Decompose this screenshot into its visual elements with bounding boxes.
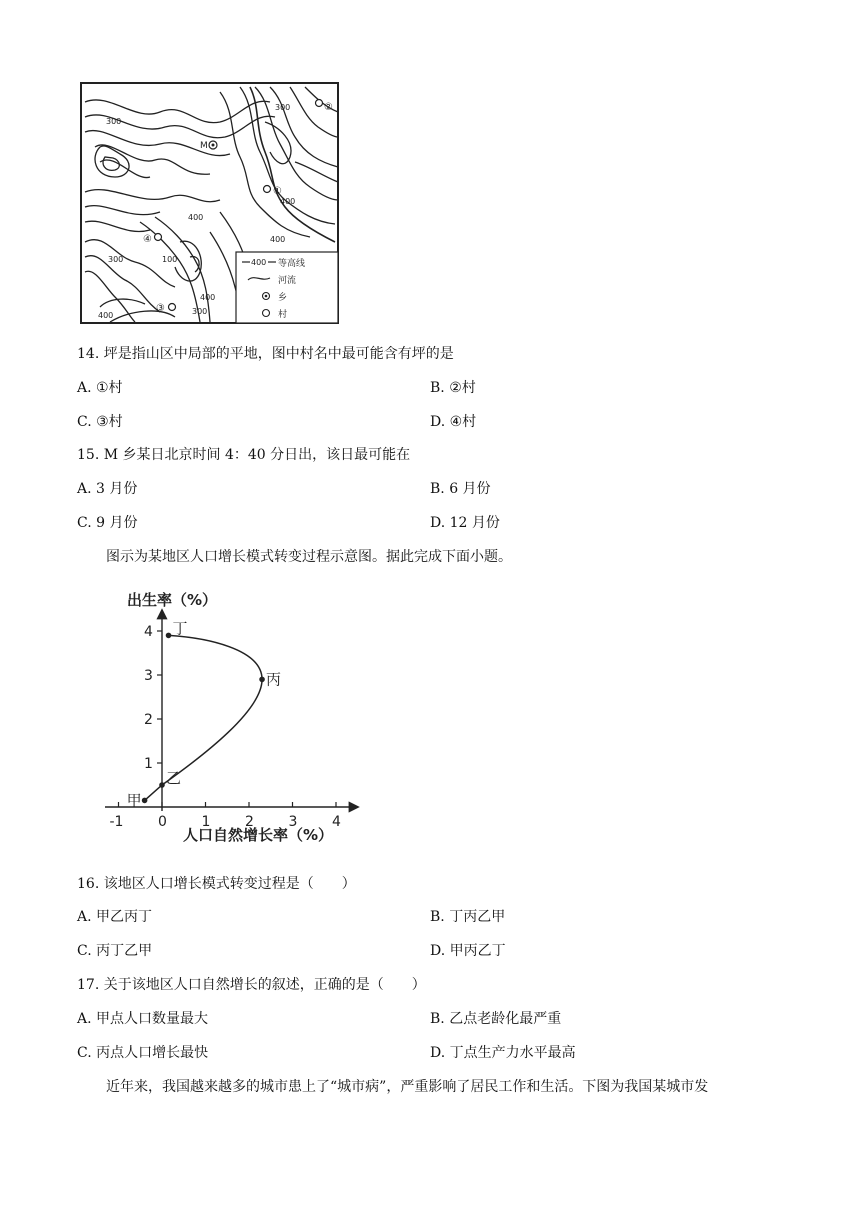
q16-option-c[interactable]: C. 丙丁乙甲 <box>77 943 153 959</box>
x-tick-label: 2 <box>245 814 254 830</box>
intro-paragraph-1: 图示为某地区人口增长模式转变过程示意图。据此完成下面小题。 <box>106 549 512 565</box>
village-label-3: ③ <box>156 303 165 314</box>
village-label-2: ② <box>324 102 333 113</box>
contour-label: 300 <box>106 117 122 126</box>
q17-option-d[interactable]: D. 丁点生产力水平最高 <box>430 1045 576 1061</box>
legend-contour-value: 400 <box>251 258 267 267</box>
x-tick-label: -1 <box>109 814 124 830</box>
village-label-4: ④ <box>143 234 152 245</box>
chart-point-label: 丁 <box>172 619 188 638</box>
legend-village-label: 村 <box>278 310 288 320</box>
village-legend-icon <box>263 310 270 317</box>
contour-map <box>80 82 340 324</box>
q17-option-a[interactable]: A. 甲点人口数量最大 <box>77 1011 209 1027</box>
q16-option-b[interactable]: B. 丁丙乙甲 <box>430 909 506 925</box>
village-marker-icon <box>169 304 176 311</box>
q17-option-b[interactable]: B. 乙点老龄化最严重 <box>430 1011 562 1027</box>
population-chart <box>95 585 375 847</box>
village-marker-icon <box>155 234 162 241</box>
contour-label: 300 <box>108 255 124 264</box>
town-legend-icon <box>263 293 270 300</box>
q16-option-a[interactable]: A. 甲乙丙丁 <box>77 909 153 925</box>
q14-option-c[interactable]: C. ③村 <box>77 414 123 430</box>
chart-x-label: 人口自然增长率（%） <box>183 826 334 844</box>
contour-label: 300 <box>275 103 291 112</box>
contour-label: 400 <box>200 293 216 302</box>
chart-y-label: 出生率（%） <box>127 591 218 609</box>
q14-option-d[interactable]: D. ④村 <box>430 414 477 430</box>
y-tick-label: 2 <box>144 712 153 728</box>
chart-point-label: 丙 <box>266 670 282 689</box>
y-tick-label: 4 <box>144 624 153 640</box>
chart-point-label: 乙 <box>166 769 182 787</box>
contour-label: 300 <box>192 307 208 316</box>
legend-contour-label: 等高线 <box>278 259 306 269</box>
q15-option-a[interactable]: A. 3 月份 <box>77 481 138 497</box>
q16-option-d[interactable]: D. 甲丙乙丁 <box>430 943 506 959</box>
question-16-stem: 16. 该地区人口增长模式转变过程是（ ） <box>77 876 356 892</box>
contour-label: 400 <box>280 197 296 206</box>
question-15-stem: 15. M 乡某日北京时间 4：40 分日出，该日最可能在 <box>77 447 411 463</box>
town-label: M <box>200 141 208 151</box>
intro-paragraph-2: 近年来，我国越来越多的城市患上了“城市病”，严重影响了居民工作和生活。下图为我国某城市发 <box>106 1079 709 1095</box>
q17-option-c[interactable]: C. 丙点人口增长最快 <box>77 1045 209 1061</box>
map-legend <box>236 252 338 323</box>
chart-point <box>159 782 165 788</box>
chart-point <box>259 677 265 683</box>
chart-point <box>142 798 148 804</box>
x-tick-label: 1 <box>201 814 211 830</box>
village-marker-icon <box>316 100 323 107</box>
legend-town-label: 乡 <box>278 293 288 303</box>
y-tick-label: 1 <box>144 756 153 772</box>
q15-option-d[interactable]: D. 12 月份 <box>430 515 500 531</box>
chart-point-label: 甲 <box>126 791 142 810</box>
question-14-stem: 14. 坪是指山区中局部的平地，图中村名中最可能含有坪的是 <box>77 346 454 362</box>
q15-option-b[interactable]: B. 6 月份 <box>430 481 491 497</box>
chart-point <box>166 633 172 639</box>
village-label-1: ① <box>273 186 282 197</box>
question-17-stem: 17. 关于该地区人口自然增长的叙述，正确的是（ ） <box>77 977 426 993</box>
contour-label: 400 <box>98 311 114 320</box>
y-tick-label: 3 <box>144 668 153 684</box>
q15-option-c[interactable]: C. 9 月份 <box>77 515 138 531</box>
x-tick-label: 0 <box>158 814 167 830</box>
x-tick-label: 3 <box>288 814 298 830</box>
contour-label: 400 <box>188 213 204 222</box>
village-marker-icon <box>264 186 271 193</box>
town-marker-icon <box>209 141 217 149</box>
contour-label: 100 <box>162 255 178 264</box>
q14-option-a[interactable]: A. ①村 <box>77 380 123 396</box>
q14-option-b[interactable]: B. ②村 <box>430 380 476 396</box>
contour-label: 400 <box>270 235 286 244</box>
x-tick-label: 4 <box>332 814 341 830</box>
legend-river-label: 河流 <box>278 276 297 286</box>
